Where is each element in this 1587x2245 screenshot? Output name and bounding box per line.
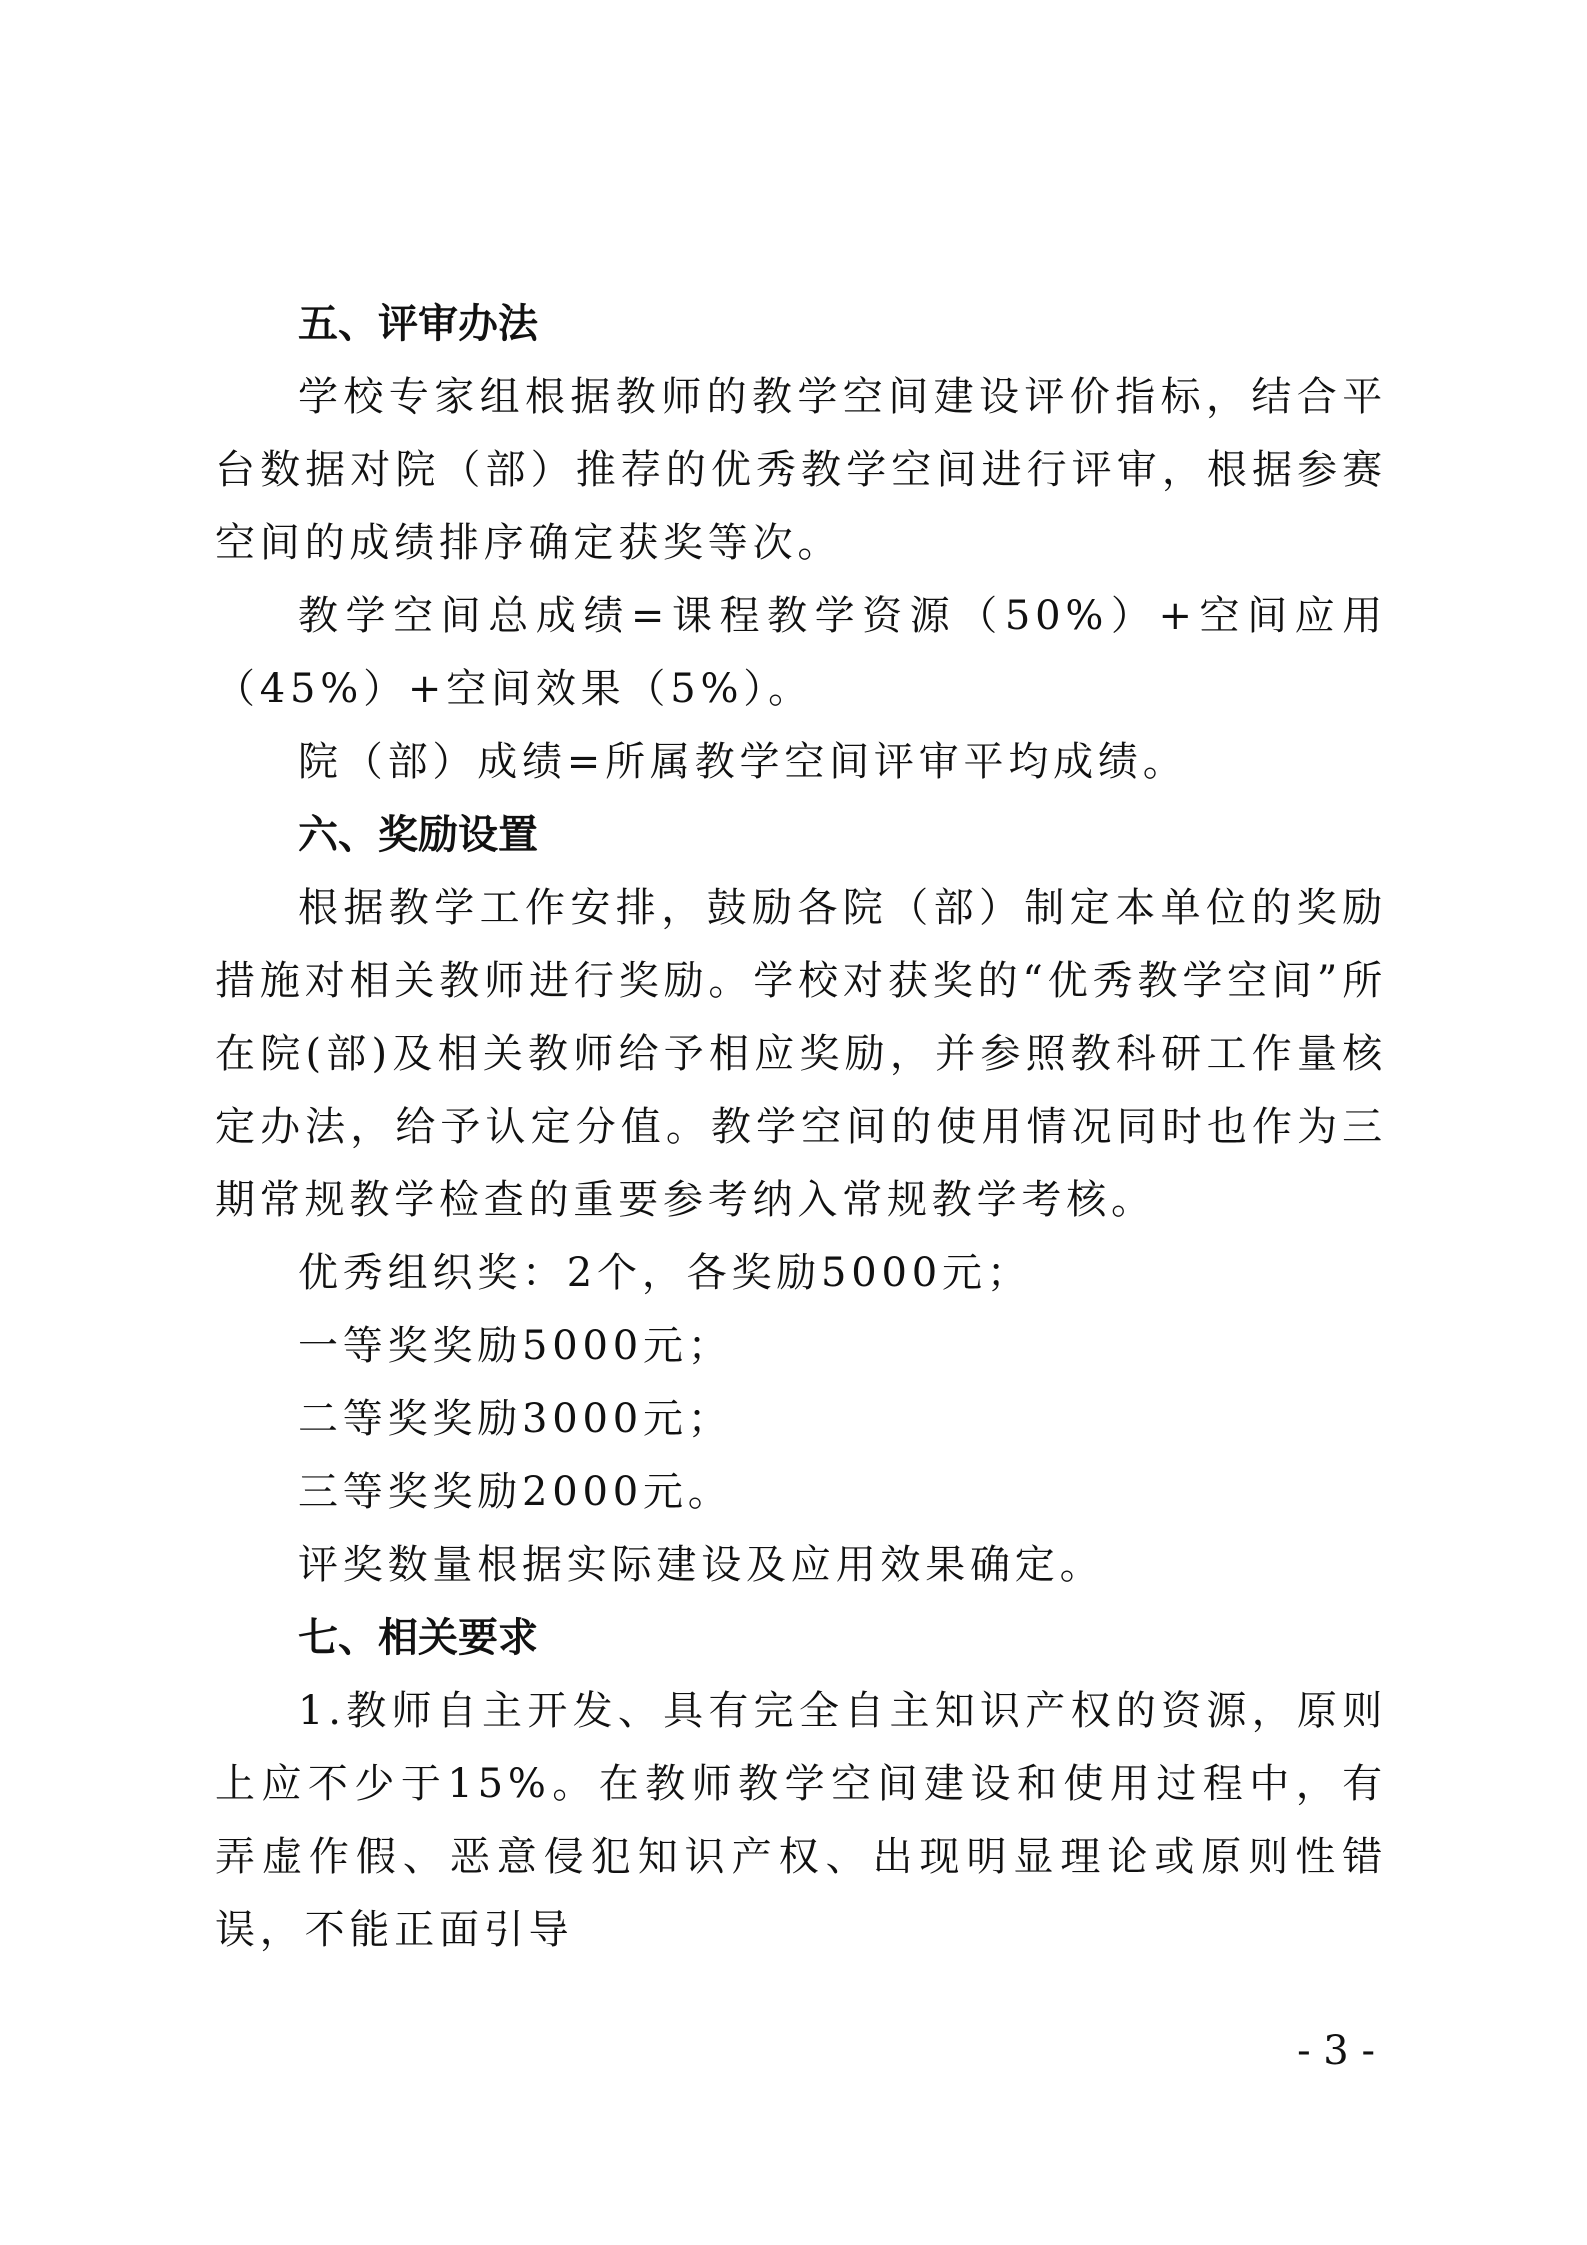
award-item-first-prize: 一等奖奖励5000元；: [298, 1323, 733, 1369]
paragraph-review-process: 学校专家组根据教师的教学空间建设评价指标，结合平台数据对院（部）推荐的优秀教学空间进行评审，根据参赛空间的成绩排序确定获奖等次。: [215, 374, 1387, 566]
paragraph-total-score-formula: 教学空间总成绩=课程教学资源（50%）+空间应用（45%）+空间效果（5%）。: [215, 593, 1387, 712]
page-number: - 3 -: [1297, 2028, 1375, 2074]
section-heading-award-settings: 六、奖励设置: [298, 812, 538, 858]
award-item-second-prize: 二等奖奖励3000元；: [298, 1396, 733, 1442]
paragraph-award-measures: 根据教学工作安排，鼓励各院（部）制定本单位的奖励措施对相关教师进行奖励。学校对获奖的“优秀教学空间”所在院(部)及相关教师给予相应奖励，并参照教科研工作量核定办法，给予认定分值。教学空间的使用情况同时也作为三期常规教学检查的重要参考纳入常规教学考核。: [215, 885, 1387, 1223]
award-item-organization: 优秀组织奖：2个，各奖励5000元；: [298, 1250, 1032, 1296]
paragraph-requirement-1: 1.教师自主开发、具有完全自主知识产权的资源，原则上应不少于15%。在教师教学空间建设和使用过程中，有弄虚作假、恶意侵犯知识产权、出现明显理论或原则性错误，不能正面引导: [215, 1688, 1387, 1953]
paragraph-department-score: 院（部）成绩=所属教学空间评审平均成绩。: [298, 739, 1188, 785]
section-heading-requirements: 七、相关要求: [298, 1615, 538, 1661]
section-heading-review-method: 五、评审办法: [298, 301, 538, 347]
award-item-third-prize: 三等奖奖励2000元。: [298, 1469, 733, 1515]
paragraph-award-quantity: 评奖数量根据实际建设及应用效果确定。: [298, 1542, 1105, 1588]
document-body: [215, 288, 1387, 1967]
